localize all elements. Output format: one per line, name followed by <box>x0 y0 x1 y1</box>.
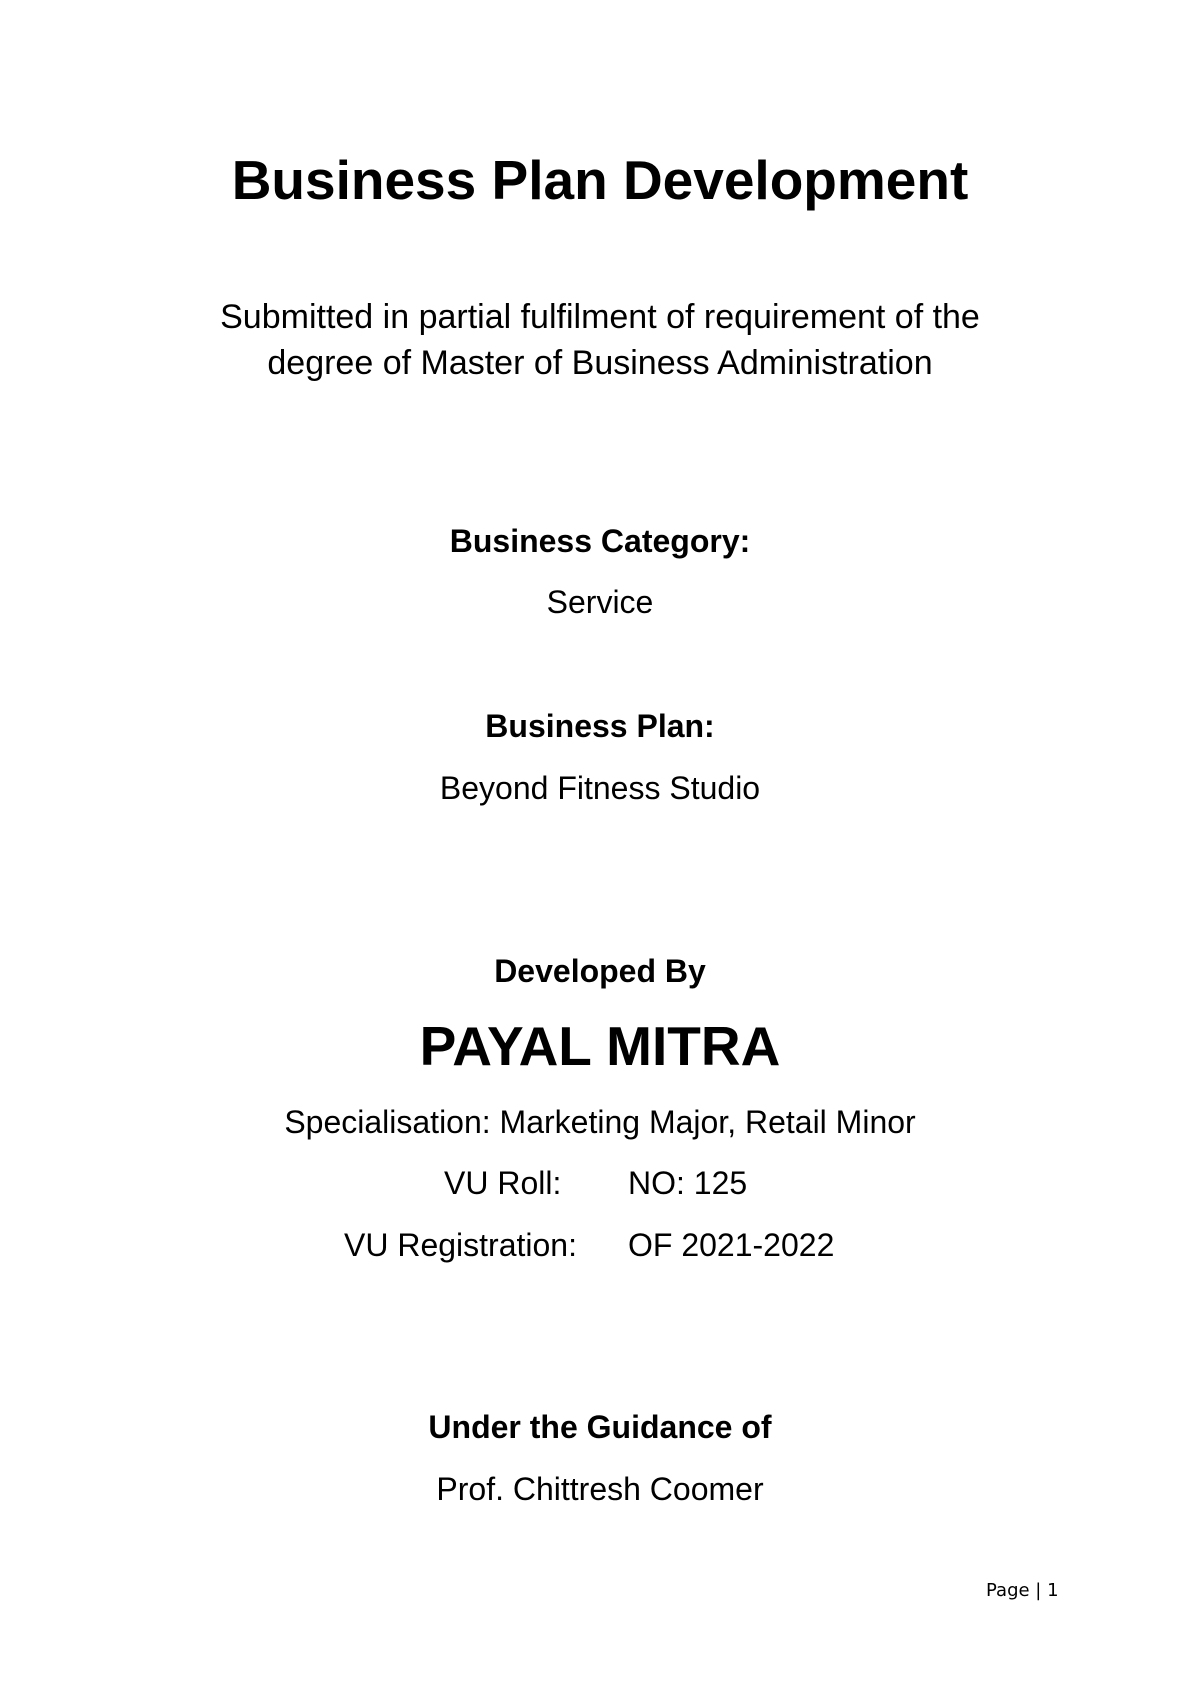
document-title: Business Plan Development <box>231 149 969 211</box>
developed-by-label: Developed By <box>494 953 706 989</box>
guide-name: Prof. Chittresh Coomer <box>436 1471 764 1507</box>
roll-label: VU Roll: <box>444 1165 562 1201</box>
author-name: PAYAL MITRA <box>419 1015 781 1077</box>
registration-value: OF 2021-2022 <box>628 1227 835 1263</box>
submission-line-1: Submitted in partial fulfilment of requirement of the <box>220 298 980 336</box>
submission-line-2: degree of Master of Business Administration <box>267 344 933 382</box>
roll-value: NO: 125 <box>628 1165 748 1201</box>
specialisation-text: Specialisation: Marketing Major, Retail Minor <box>284 1104 916 1140</box>
business-plan-value: Beyond Fitness Studio <box>439 770 761 806</box>
business-plan-label: Business Plan: <box>485 708 715 744</box>
page-number: Page | 1 <box>986 1580 1059 1601</box>
submission-statement <box>0 294 1200 386</box>
business-category-label: Business Category: <box>449 523 751 559</box>
registration-label: VU Registration: <box>344 1227 577 1263</box>
business-category-value: Service <box>546 584 654 620</box>
guidance-label: Under the Guidance of <box>428 1409 772 1445</box>
